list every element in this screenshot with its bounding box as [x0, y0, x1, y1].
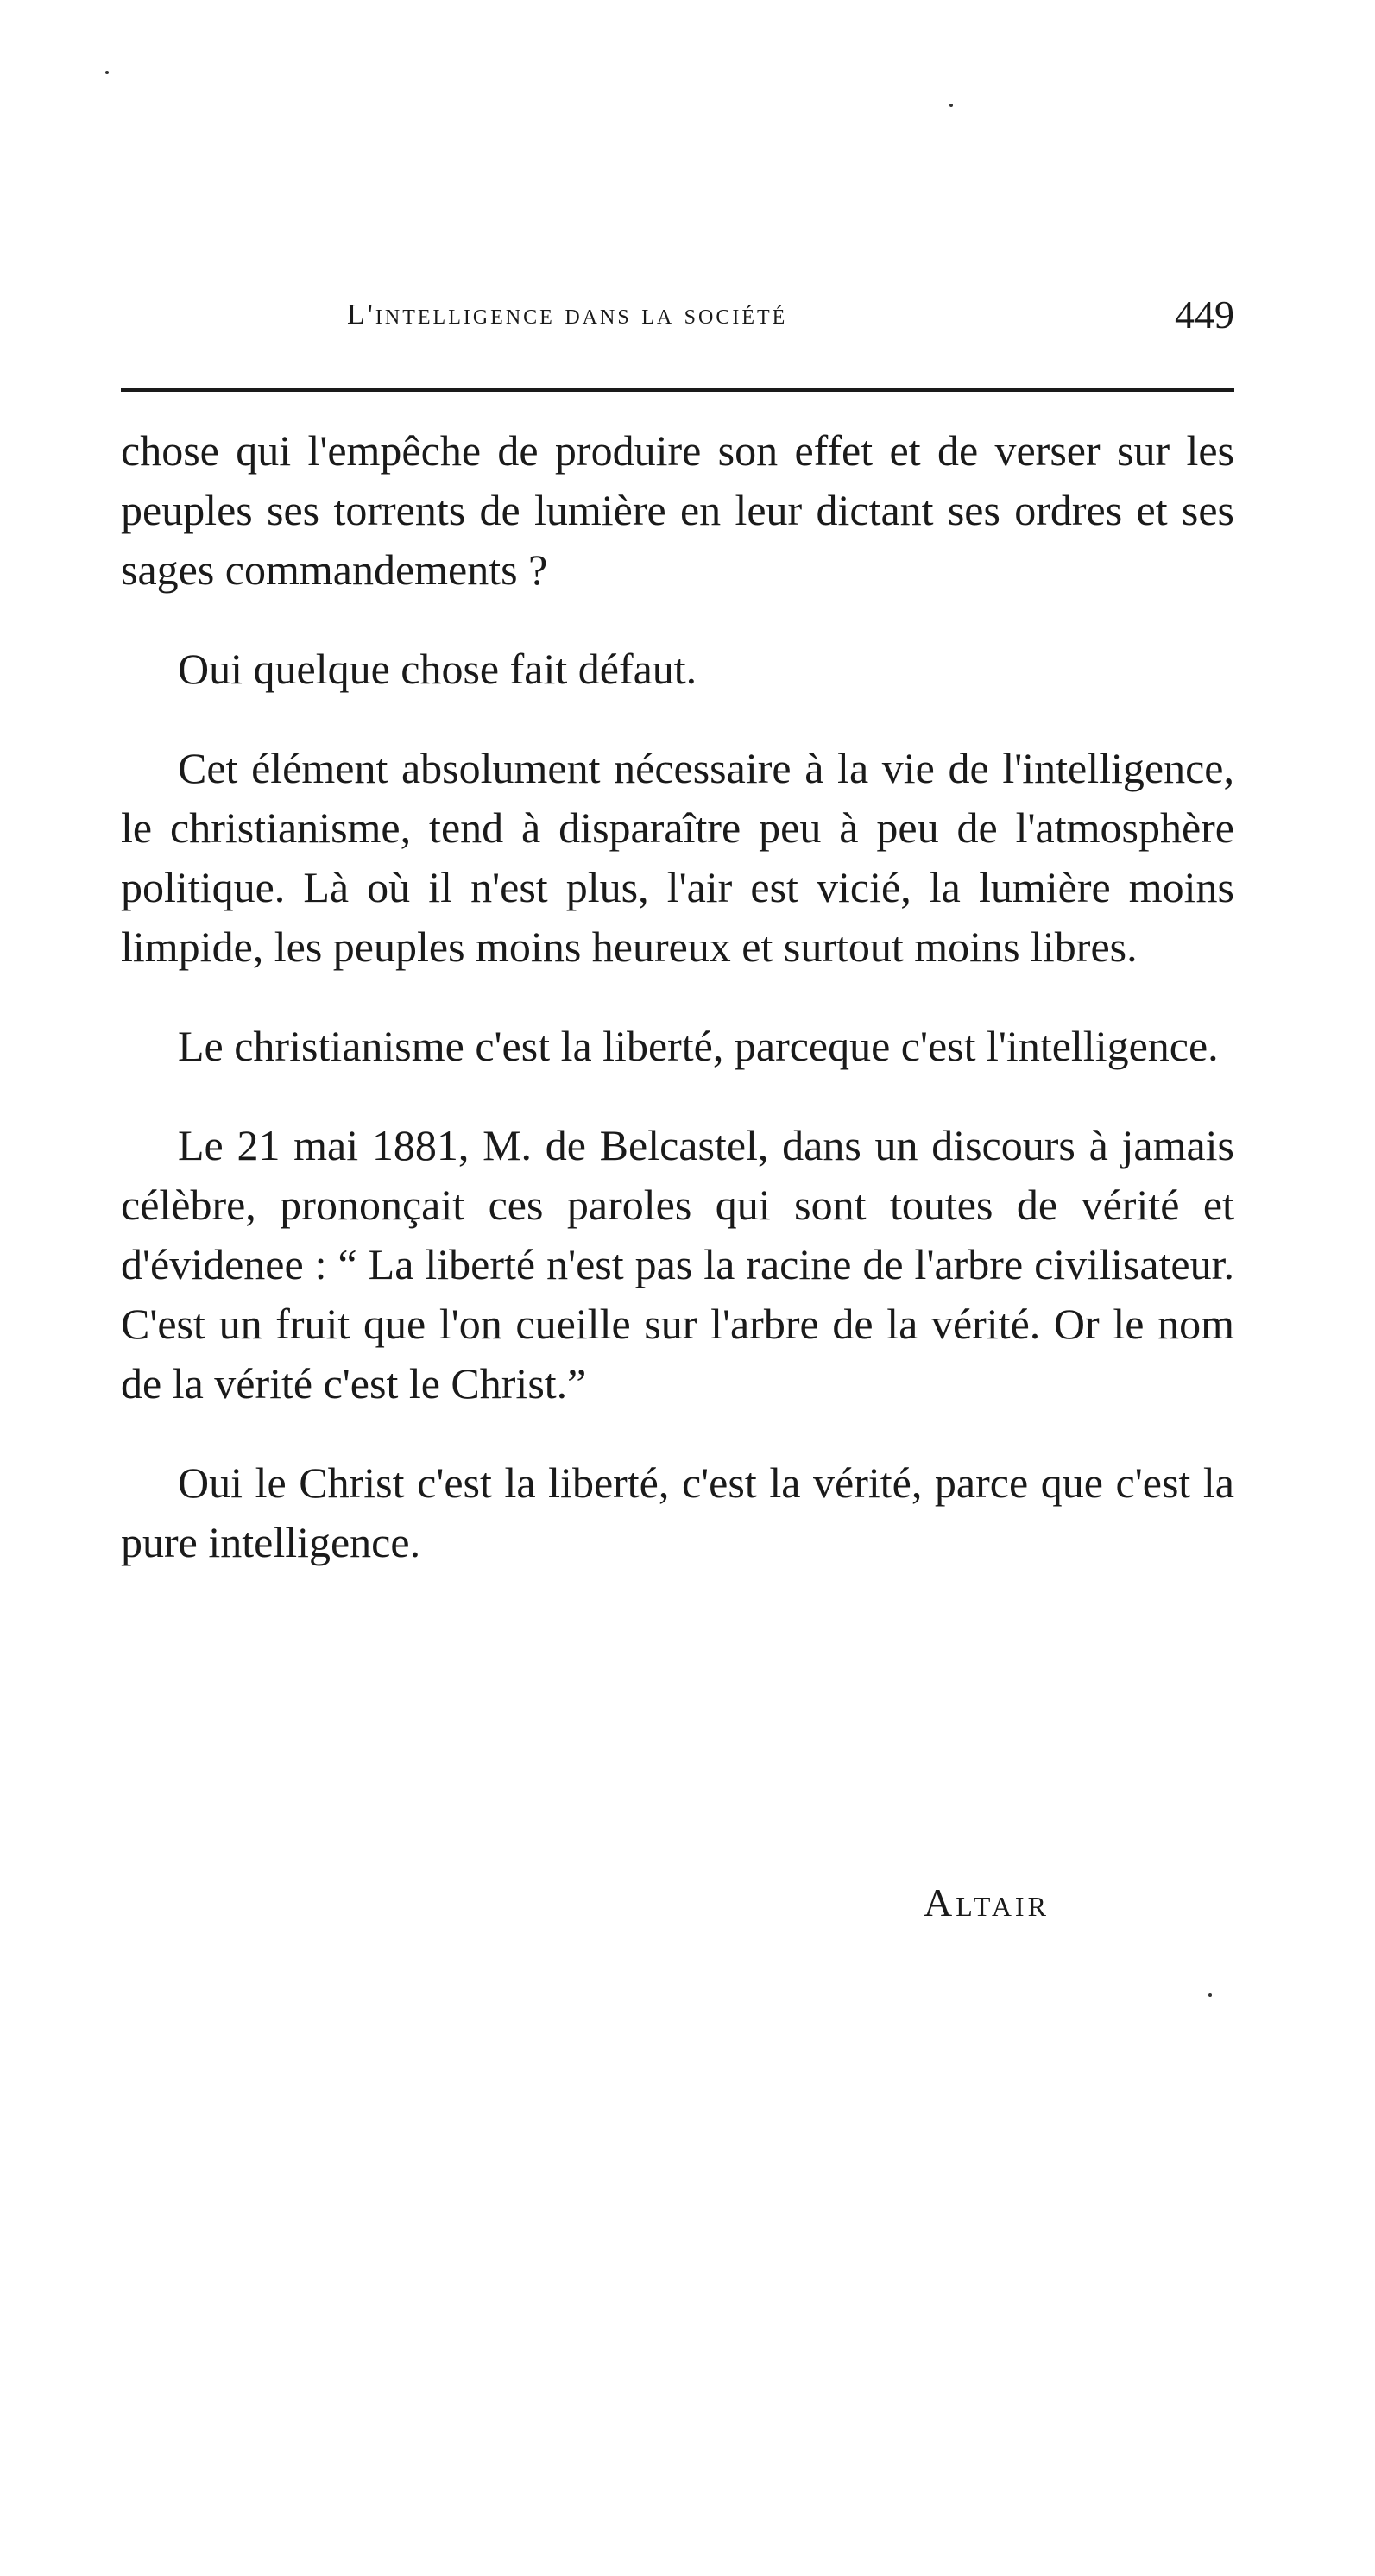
paragraph-3: Cet élément absolument nécessaire à la vie de l'intelligence, le christianisme, tend à disparaître peu à peu de l'atmosphère politique. Là où il n'est plus, l'air est vicié, la lumière moins limpide, les peuples moins heureux et surtout moins libres.: [121, 744, 1234, 971]
running-head: L'intelligence dans la société: [347, 299, 788, 331]
page-header: [121, 292, 1234, 343]
header-rule: [121, 388, 1234, 392]
page-number: 449: [1175, 293, 1234, 337]
paragraph-2: Oui quelque chose fait défaut.: [178, 645, 697, 693]
paragraph-4: Le christianisme c'est la liberté, parceque c'est l'intelligence.: [178, 1022, 1219, 1070]
print-speck: [105, 71, 109, 74]
paragraph-6: Oui le Christ c'est la liberté, c'est la vérité, parce que c'est la pure intelligence.: [121, 1458, 1234, 1566]
print-speck: [949, 104, 953, 107]
print-speck: [1208, 1993, 1212, 1997]
paragraph-5: Le 21 mai 1881, M. de Belcastel, dans un discours à jamais célèbre, prononçait ces paroles qui sont toutes de vérité et d'évidenee : “ La liberté n'est pas la racine de l'arbre civilisateur. C'est un fruit que l'on cueille sur l'arbre de la vérité. Or le nom de la vérité c'est le Christ.”: [121, 1121, 1234, 1408]
paragraph-1: chose qui l'empêche de produire son effet et de verser sur les peuples ses torrents de lumière en leur dictant ses ordres et ses sages commandements ?: [121, 426, 1234, 594]
body-text: [121, 421, 1234, 1612]
author-signature: Altair: [924, 1880, 1050, 1924]
